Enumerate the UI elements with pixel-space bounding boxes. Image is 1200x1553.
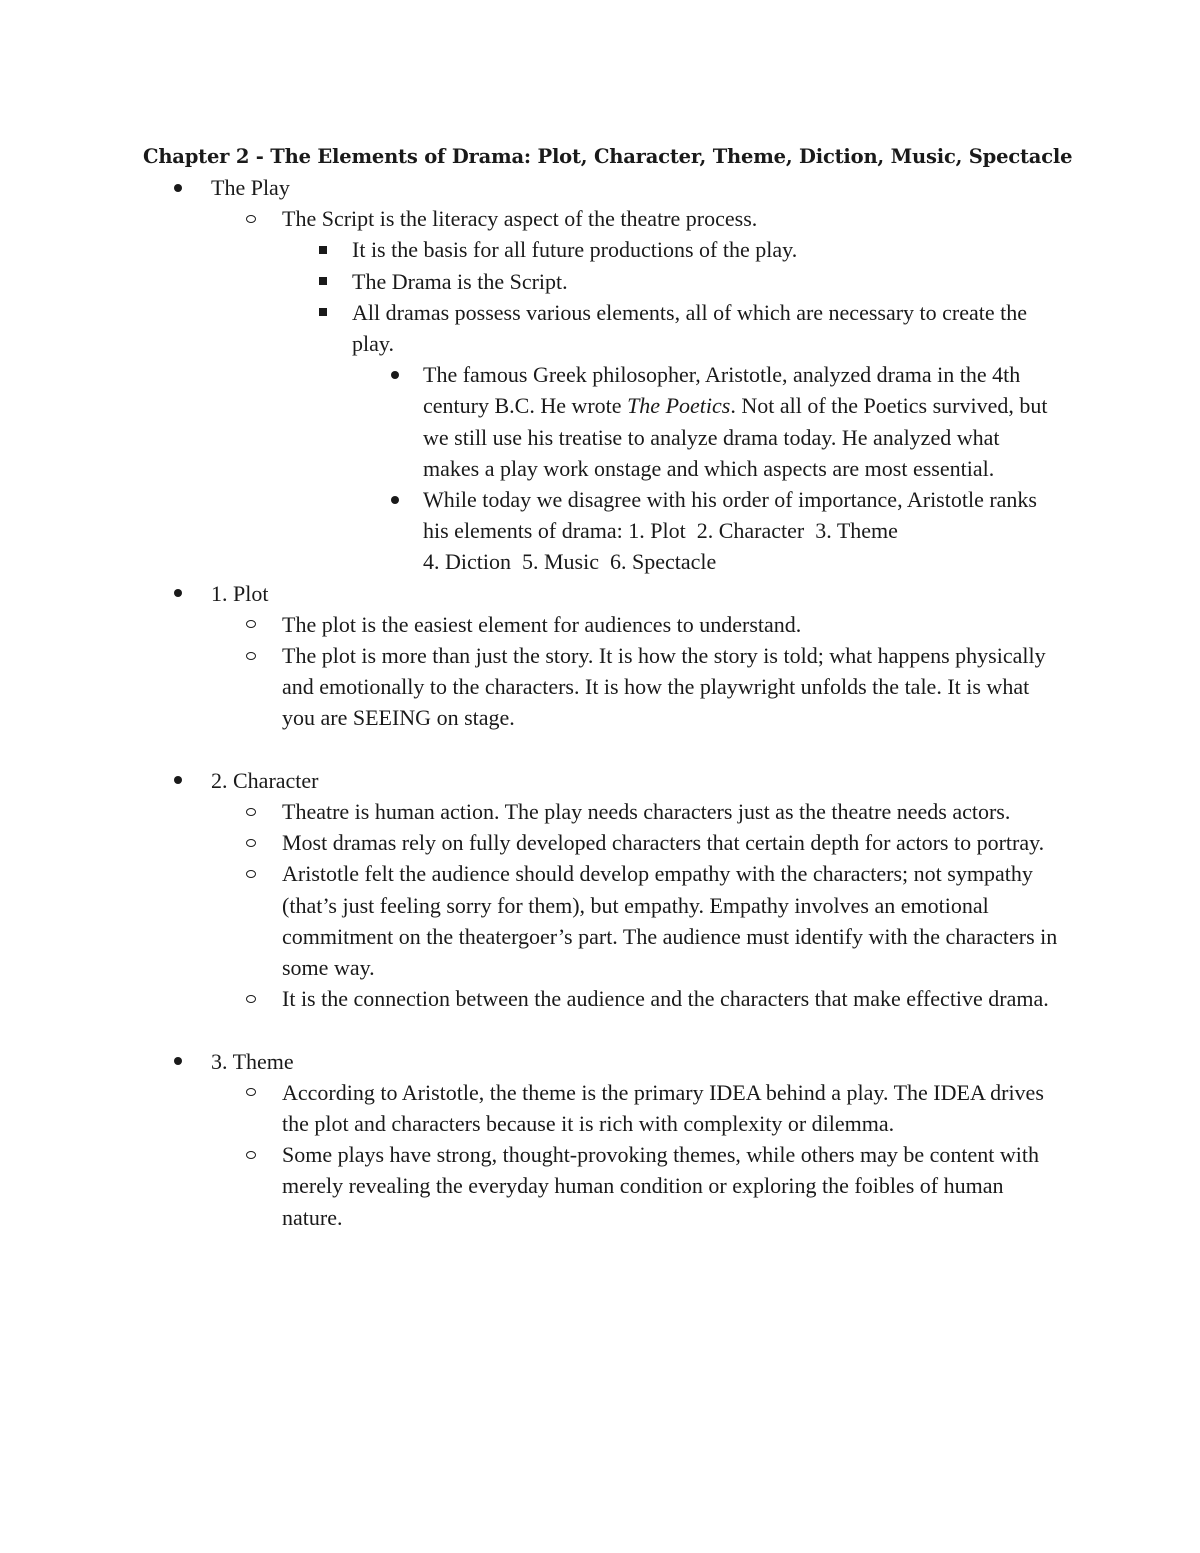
top-level-list — [0, 172, 1200, 1233]
circle-bullet-icon — [244, 1077, 258, 1108]
circle-bullet-icon — [244, 827, 258, 858]
disc-bullet-icon — [172, 1046, 184, 1077]
list-item-heading: 1. Plot — [211, 580, 269, 606]
blank-line — [0, 734, 1200, 765]
list-item-text: Aristotle felt the audience should develop empathy with the characters; not sympathy (that’s just feeling sorry for them), but empathy. Empathy involves an emotional commitment on the theatergoer’s part. The audience must identify with the characters in some way. — [282, 861, 1058, 981]
list-item-text: Most dramas rely on fully developed characters that certain depth for actors to portray. — [282, 830, 1045, 856]
book-title: The Poetics — [627, 393, 731, 419]
list-item-character — [0, 765, 1061, 796]
list-item-theme — [0, 1046, 1061, 1077]
list-item — [0, 297, 1052, 359]
circle-bullet-icon — [244, 1139, 258, 1170]
list-item-text: . Not all of the Poetics survived, but we still use his treatise to analyze drama today. He analyzed what makes a play work onstage and which aspects are most essential. — [423, 393, 1048, 481]
disc-bullet-icon — [388, 484, 402, 515]
list-item-text: It is the basis for all future productions of the play. — [352, 237, 798, 263]
circle-bullet-icon — [244, 640, 258, 671]
list-item-text: Some plays have strong, thought-provoking themes, while others may be content with merely revealing the everyday human condition or exploring the foibles of human nature. — [282, 1142, 1040, 1230]
list-item — [0, 484, 1053, 578]
list-item-text: The famous Greek philosopher, Aristotle, analyzed drama in the 4th century B.C. He wrote — [423, 362, 1021, 419]
circle-bullet-icon — [244, 796, 258, 827]
disc-bullet-icon — [172, 765, 184, 796]
outline-body — [0, 172, 1200, 1233]
list-item-text: It is the connection between the audience and the characters that make effective drama. — [282, 986, 1049, 1012]
disc-bullet-icon — [172, 172, 184, 203]
list-item-text: 4. Diction 5. Music 6. Spectacle — [423, 549, 717, 575]
list-item — [0, 203, 1062, 234]
list-item — [0, 827, 1062, 858]
list-item — [0, 609, 1062, 640]
list-item-text: According to Aristotle, the theme is the primary IDEA behind a play. The IDEA drives the plot and characters because it is rich with complexity or dilemma. — [282, 1079, 1044, 1137]
list-item-text: All dramas possess various elements, all of which are necessary to create the play. — [352, 299, 1028, 357]
list-item — [0, 858, 1062, 983]
list-item — [0, 234, 1052, 265]
chapter-title: Chapter 2 - The Elements of Drama: Plot, Character, Theme, Diction, Music, Spectacle — [143, 145, 1073, 168]
list-item-plot — [0, 578, 1061, 609]
square-bullet-icon — [316, 266, 330, 297]
list-item — [0, 1139, 1062, 1233]
square-bullet-icon — [316, 234, 330, 265]
circle-bullet-icon — [244, 983, 258, 1014]
list-item-text: While today we disagree with his order of importance, Aristotle ranks his elements of drama: 1. Plot 2. Character 3. Theme — [423, 487, 1043, 544]
list-item-text: The plot is more than just the story. It is how the story is told; what happens physically and emotionally to the characters. It is how the playwright unfolds the tale. It is what you are SEEING on stage. — [282, 643, 1046, 731]
square-bullet-icon — [316, 297, 330, 328]
list-item — [0, 983, 1062, 1014]
circle-bullet-icon — [244, 858, 258, 889]
list-item-heading: 2. Character — [211, 767, 319, 793]
list-item-heading: 3. Theme — [211, 1048, 294, 1074]
disc-bullet-icon — [388, 359, 402, 390]
list-item-text: Theatre is human action. The play needs characters just as the theatre needs actors. — [282, 799, 1011, 825]
circle-bullet-icon — [244, 203, 258, 234]
list-item — [0, 359, 1053, 484]
list-item-text: The Drama is the Script. — [352, 268, 568, 294]
list-item — [0, 1077, 1062, 1139]
list-item — [0, 640, 1062, 734]
list-item-heading: The Play — [211, 175, 290, 200]
list-item — [0, 796, 1062, 827]
list-item-text: The Script is the literacy aspect of the theatre process. — [282, 206, 758, 232]
disc-bullet-icon — [172, 578, 184, 609]
circle-bullet-icon — [244, 609, 258, 640]
list-item-the-play — [0, 172, 1061, 203]
list-item — [0, 266, 1052, 297]
blank-line — [0, 1014, 1200, 1045]
list-item-text: The plot is the easiest element for audiences to understand. — [282, 611, 802, 637]
